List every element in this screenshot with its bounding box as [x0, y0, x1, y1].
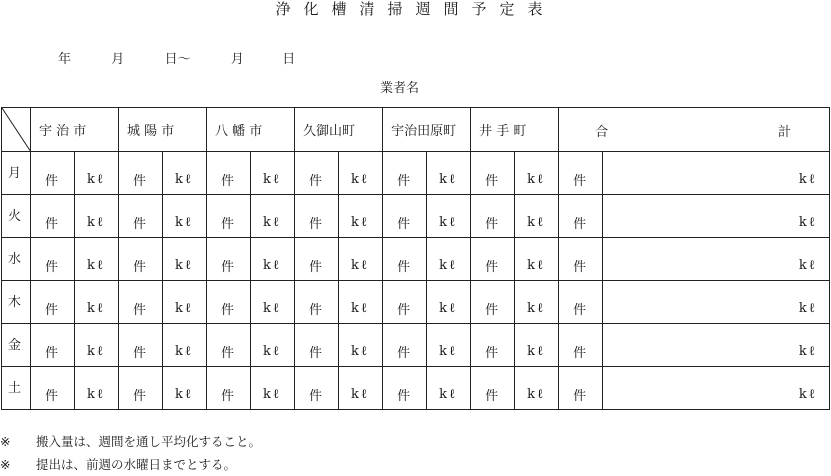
- volume-cell[interactable]: kℓ: [75, 281, 119, 324]
- volume-cell[interactable]: kℓ: [427, 367, 471, 410]
- count-cell[interactable]: 件: [207, 152, 251, 195]
- count-cell[interactable]: 件: [207, 238, 251, 281]
- day-row: [2, 152, 830, 195]
- count-cell[interactable]: 件: [119, 152, 163, 195]
- total-count-cell[interactable]: 件: [559, 195, 603, 238]
- volume-cell[interactable]: kℓ: [163, 195, 207, 238]
- volume-cell[interactable]: kℓ: [427, 281, 471, 324]
- volume-cell[interactable]: kℓ: [339, 195, 383, 238]
- day-label: 日～: [164, 52, 191, 67]
- total-count-cell[interactable]: 件: [559, 367, 603, 410]
- month2-label: 月: [230, 52, 244, 67]
- count-cell[interactable]: 件: [119, 195, 163, 238]
- year-label: 年: [58, 52, 72, 67]
- count-cell[interactable]: 件: [471, 281, 515, 324]
- volume-cell[interactable]: kℓ: [75, 367, 119, 410]
- volume-cell[interactable]: kℓ: [75, 195, 119, 238]
- schedule-table: [1, 107, 830, 410]
- header-joyo: 城 陽 市: [119, 108, 207, 152]
- day-row: [2, 324, 830, 367]
- day-row: [2, 195, 830, 238]
- day-row: [2, 281, 830, 324]
- corner-cell: [2, 108, 31, 152]
- day-row: [2, 238, 830, 281]
- count-cell[interactable]: 件: [295, 152, 339, 195]
- count-cell[interactable]: 件: [31, 281, 75, 324]
- volume-cell[interactable]: kℓ: [75, 324, 119, 367]
- header-uji: 宇 治 市: [31, 108, 119, 152]
- note-1: ※ 搬入量は、週間を通し平均化すること。: [0, 434, 262, 449]
- page-title: 浄化槽清掃週間予定表: [275, 0, 556, 18]
- total-label-2: 計: [777, 125, 791, 140]
- total-volume-cell[interactable]: kℓ: [603, 195, 830, 238]
- count-cell[interactable]: 件: [207, 324, 251, 367]
- total-label-1: 合: [595, 125, 609, 140]
- volume-cell[interactable]: kℓ: [339, 367, 383, 410]
- volume-cell[interactable]: kℓ: [75, 152, 119, 195]
- count-cell[interactable]: 件: [471, 195, 515, 238]
- volume-cell[interactable]: kℓ: [515, 195, 559, 238]
- volume-cell[interactable]: kℓ: [163, 324, 207, 367]
- day-label: 月: [2, 152, 31, 195]
- count-cell[interactable]: 件: [119, 238, 163, 281]
- count-cell[interactable]: 件: [383, 152, 427, 195]
- header-total: [559, 108, 830, 152]
- count-cell[interactable]: 件: [31, 152, 75, 195]
- count-cell[interactable]: 件: [383, 324, 427, 367]
- total-volume-cell[interactable]: kℓ: [603, 324, 830, 367]
- header-yawata: 八 幡 市: [207, 108, 295, 152]
- count-cell[interactable]: 件: [383, 195, 427, 238]
- day2-label: 日: [282, 52, 296, 67]
- volume-cell[interactable]: kℓ: [515, 281, 559, 324]
- volume-cell[interactable]: kℓ: [251, 195, 295, 238]
- count-cell[interactable]: 件: [119, 367, 163, 410]
- total-volume-cell[interactable]: kℓ: [603, 367, 830, 410]
- count-cell[interactable]: 件: [295, 238, 339, 281]
- volume-cell[interactable]: kℓ: [75, 238, 119, 281]
- total-count-cell[interactable]: 件: [559, 324, 603, 367]
- notes: [0, 430, 261, 476]
- header-row: [2, 108, 830, 152]
- count-cell[interactable]: 件: [295, 324, 339, 367]
- volume-cell[interactable]: kℓ: [427, 152, 471, 195]
- volume-cell[interactable]: kℓ: [251, 281, 295, 324]
- count-cell[interactable]: 件: [31, 238, 75, 281]
- total-volume-cell[interactable]: kℓ: [603, 281, 830, 324]
- date-range: [58, 48, 295, 67]
- volume-cell[interactable]: kℓ: [427, 324, 471, 367]
- count-cell[interactable]: 件: [295, 367, 339, 410]
- volume-cell[interactable]: kℓ: [251, 152, 295, 195]
- diagonal-line: [2, 108, 31, 152]
- total-count-cell[interactable]: 件: [559, 238, 603, 281]
- volume-cell[interactable]: kℓ: [251, 367, 295, 410]
- day-label: 火: [2, 195, 31, 238]
- day-label: 金: [2, 324, 31, 367]
- count-cell[interactable]: 件: [207, 281, 251, 324]
- day-label: 水: [2, 238, 31, 281]
- header-ide: 井 手 町: [471, 108, 559, 152]
- count-cell[interactable]: 件: [383, 281, 427, 324]
- volume-cell[interactable]: kℓ: [515, 324, 559, 367]
- volume-cell[interactable]: kℓ: [427, 195, 471, 238]
- count-cell[interactable]: 件: [471, 152, 515, 195]
- count-cell[interactable]: 件: [207, 367, 251, 410]
- header-ujitawara: 宇治田原町: [383, 108, 471, 152]
- count-cell[interactable]: 件: [119, 281, 163, 324]
- count-cell[interactable]: 件: [471, 324, 515, 367]
- volume-cell[interactable]: kℓ: [163, 281, 207, 324]
- volume-cell[interactable]: kℓ: [251, 324, 295, 367]
- count-cell[interactable]: 件: [31, 324, 75, 367]
- count-cell[interactable]: 件: [31, 367, 75, 410]
- count-cell[interactable]: 件: [207, 195, 251, 238]
- volume-cell[interactable]: kℓ: [515, 152, 559, 195]
- count-cell[interactable]: 件: [383, 238, 427, 281]
- month-label: 月: [111, 52, 125, 67]
- total-volume-cell[interactable]: kℓ: [603, 238, 830, 281]
- note-2: ※ 提出は、前週の水曜日までとする。: [0, 457, 237, 472]
- volume-cell[interactable]: kℓ: [515, 238, 559, 281]
- day-label: 土: [2, 367, 31, 410]
- day-label: 木: [2, 281, 31, 324]
- total-count-cell[interactable]: 件: [559, 281, 603, 324]
- count-cell[interactable]: 件: [31, 195, 75, 238]
- volume-cell[interactable]: kℓ: [163, 238, 207, 281]
- volume-cell[interactable]: kℓ: [427, 238, 471, 281]
- volume-cell[interactable]: kℓ: [339, 238, 383, 281]
- total-volume-cell[interactable]: kℓ: [603, 152, 830, 195]
- count-cell[interactable]: 件: [471, 238, 515, 281]
- volume-cell[interactable]: kℓ: [339, 152, 383, 195]
- volume-cell[interactable]: kℓ: [163, 152, 207, 195]
- volume-cell[interactable]: kℓ: [251, 238, 295, 281]
- day-row: [2, 367, 830, 410]
- count-cell[interactable]: 件: [383, 367, 427, 410]
- count-cell[interactable]: 件: [295, 281, 339, 324]
- company-name-label: 業者名: [380, 81, 420, 96]
- count-cell[interactable]: 件: [295, 195, 339, 238]
- header-kumiyama: 久御山町: [295, 108, 383, 152]
- total-count-cell[interactable]: 件: [559, 152, 603, 195]
- volume-cell[interactable]: kℓ: [163, 367, 207, 410]
- volume-cell[interactable]: kℓ: [339, 281, 383, 324]
- count-cell[interactable]: 件: [119, 324, 163, 367]
- count-cell[interactable]: 件: [471, 367, 515, 410]
- volume-cell[interactable]: kℓ: [339, 324, 383, 367]
- volume-cell[interactable]: kℓ: [515, 367, 559, 410]
